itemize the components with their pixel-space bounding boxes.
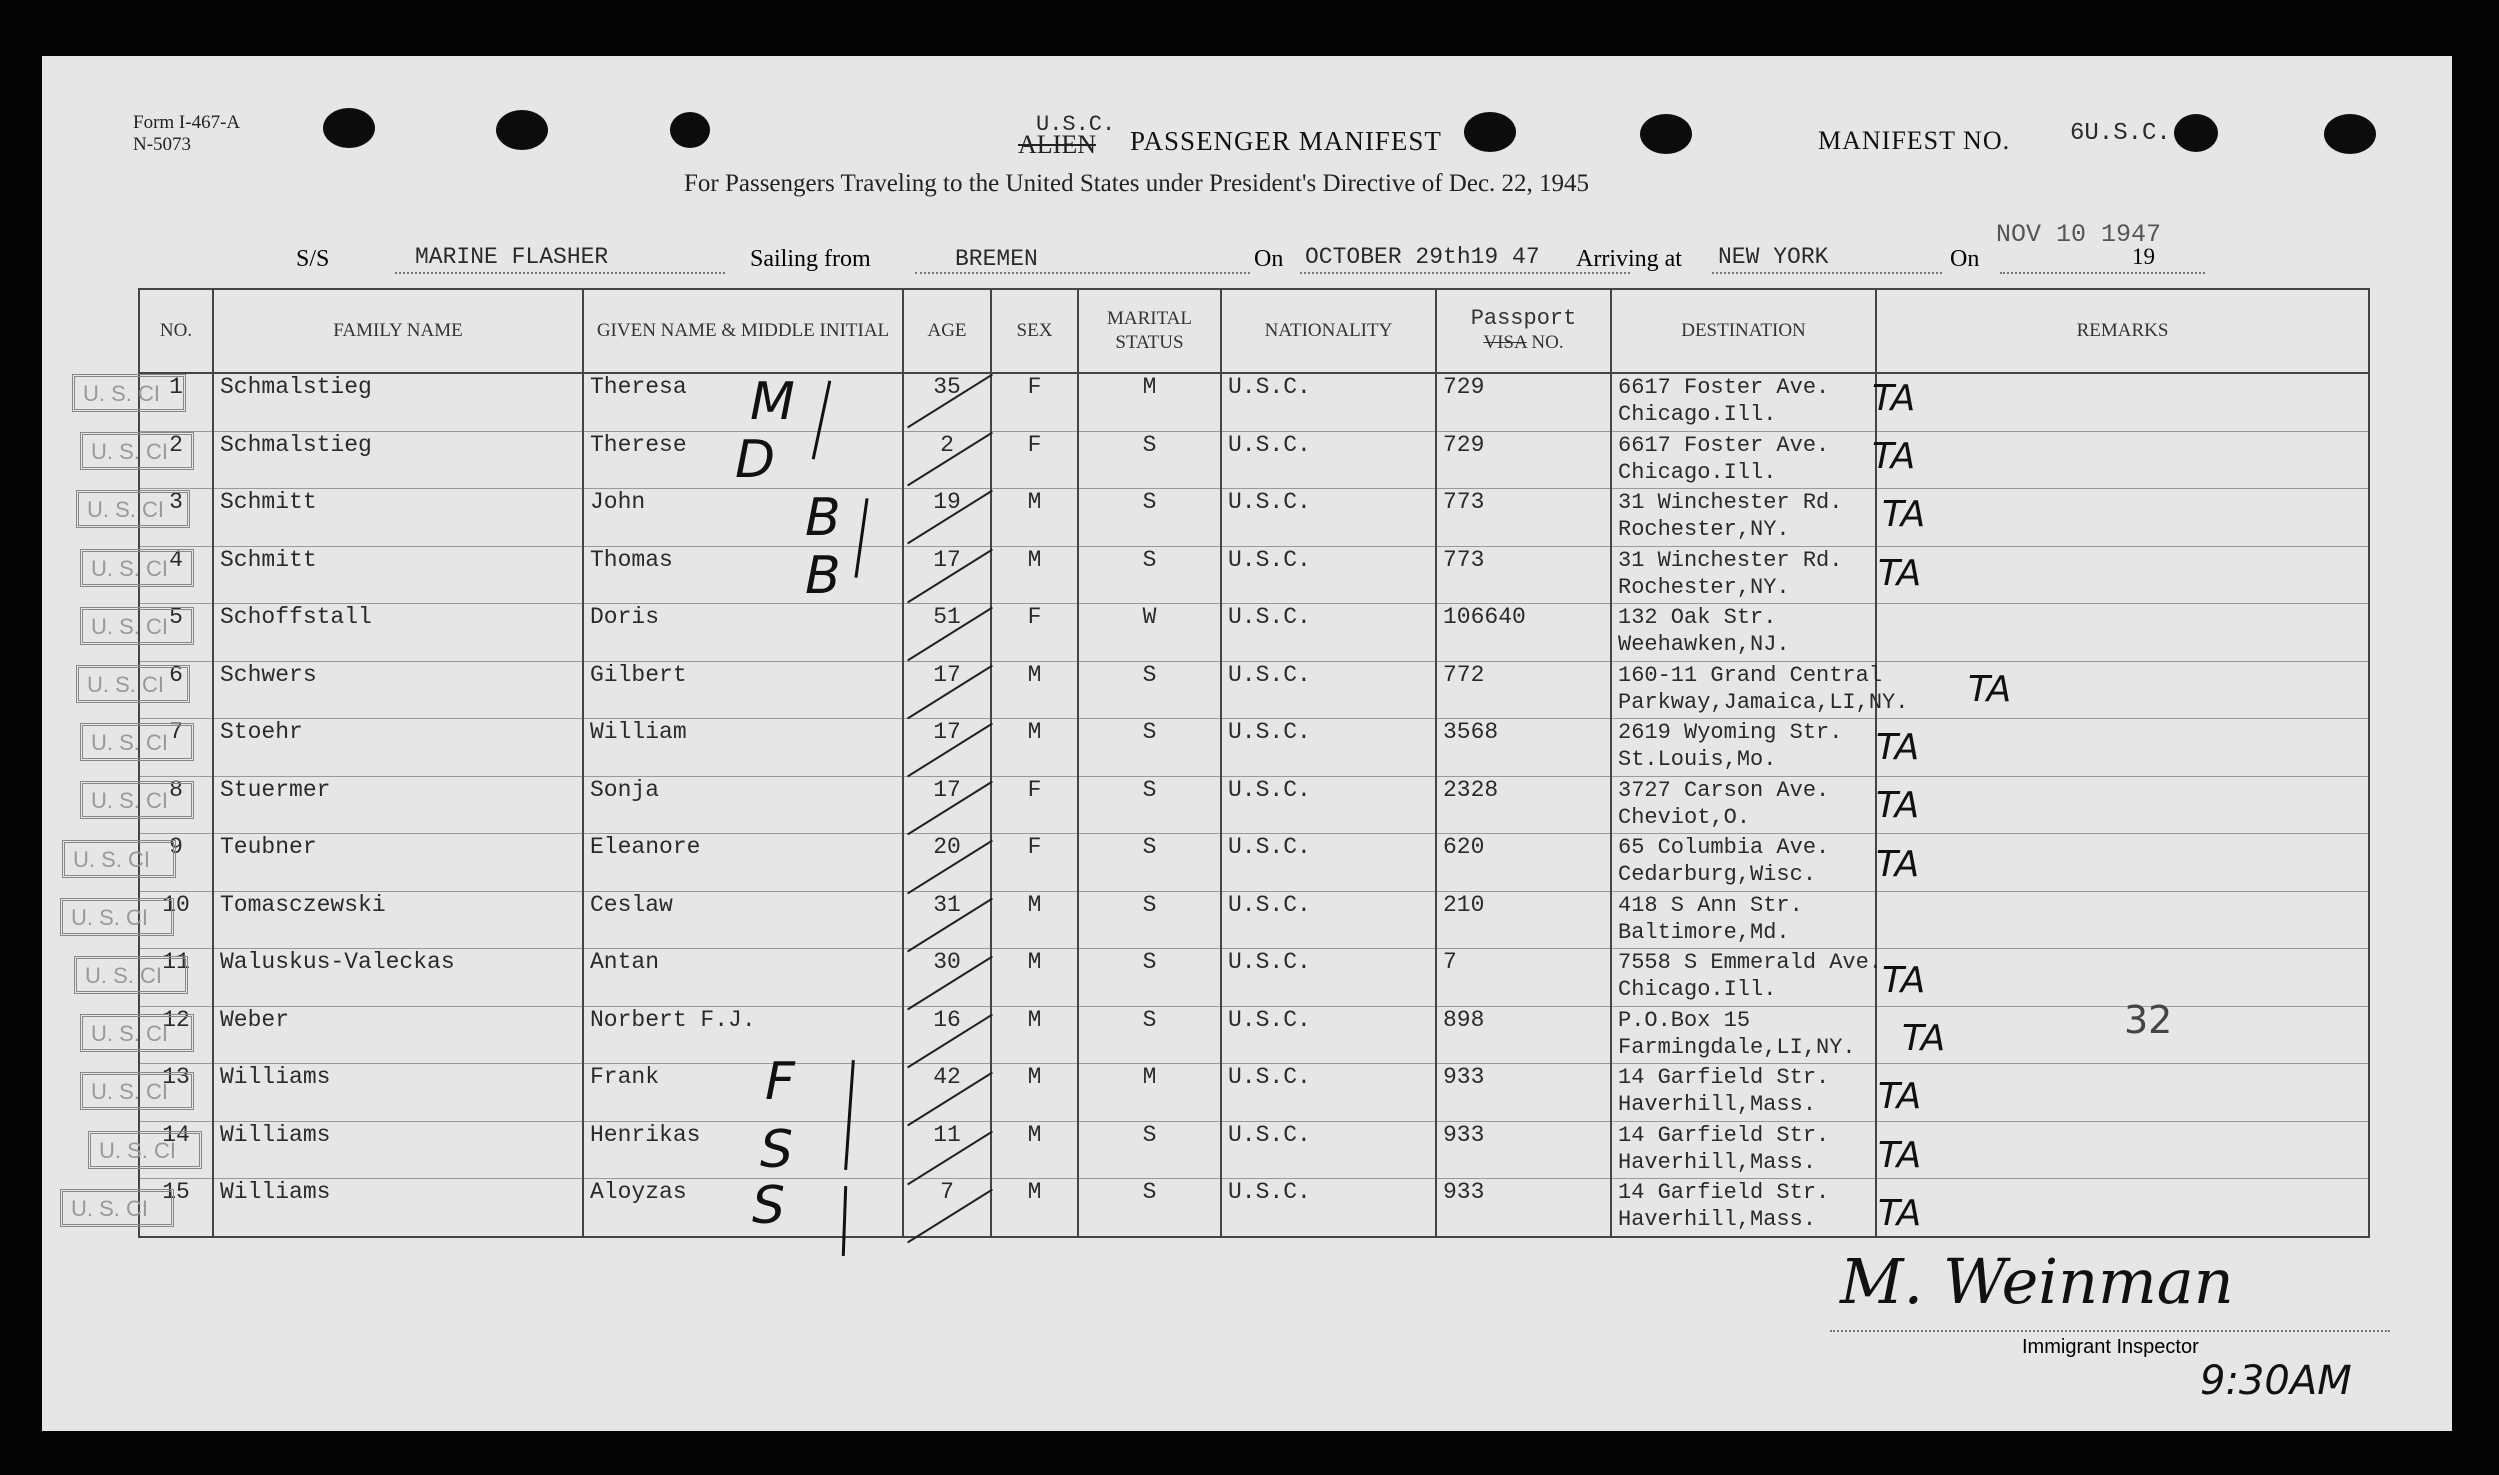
destination-city: Weehawken,NJ.	[1618, 632, 1790, 657]
usc-stamp: U. S. CI	[80, 549, 194, 587]
age-cell: 17	[903, 546, 991, 604]
remarks-cell	[1876, 604, 2369, 662]
marital-status-cell: S	[1078, 661, 1221, 719]
age-cell: 19	[903, 489, 991, 547]
given-name-cell: Thomas	[583, 546, 903, 604]
given-name-cell: Frank	[583, 1064, 903, 1122]
table-row	[139, 431, 2369, 489]
usc-stamp: U. S. CI	[60, 898, 174, 936]
nationality-cell: U.S.C.	[1221, 1006, 1436, 1064]
marital-status-cell: S	[1078, 949, 1221, 1007]
punch-hole	[323, 108, 375, 148]
row-number-cell: 11	[139, 949, 213, 1007]
table-row	[139, 719, 2369, 777]
passport-number-cell: 106640	[1436, 604, 1611, 662]
passport-number-cell: 773	[1436, 546, 1611, 604]
given-name-cell: Gilbert	[583, 661, 903, 719]
marital-status-cell: S	[1078, 546, 1221, 604]
marital-status-cell: S	[1078, 431, 1221, 489]
sex-cell: M	[991, 1006, 1078, 1064]
table-row	[139, 373, 2369, 431]
row-number-cell: 4	[139, 546, 213, 604]
destination-street: 418 S Ann Str.	[1618, 892, 1803, 918]
arriving-label: Arriving at	[1576, 246, 1682, 272]
ta-remark: TA	[1876, 727, 1920, 769]
destination-city: Chicago.Ill.	[1618, 402, 1777, 427]
family-name-cell: Teubner	[213, 834, 583, 892]
passport-label: Passport	[1470, 306, 1577, 331]
destination-cell	[1611, 1006, 1876, 1064]
passport-number-cell: 620	[1436, 834, 1611, 892]
remarks-cell	[1876, 1064, 2369, 1122]
punch-hole	[1464, 112, 1516, 152]
on-label: On	[1254, 246, 1284, 272]
family-group-mark: B	[805, 546, 841, 606]
given-name-cell: William	[583, 719, 903, 777]
table-row	[139, 489, 2369, 547]
ta-remark: TA	[1876, 843, 1920, 885]
ta-remark: TA	[1878, 552, 1922, 594]
usc-stamp: U. S. CI	[80, 781, 194, 819]
marital-status-cell: M	[1078, 373, 1221, 431]
sex-cell: M	[991, 1121, 1078, 1179]
row-number-cell: 1	[139, 373, 213, 431]
visa-struck: VISA	[1483, 332, 1527, 353]
destination-street: 31 Winchester Rd.	[1618, 490, 1843, 515]
age-cell: 7	[903, 1179, 991, 1237]
nationality-cell: U.S.C.	[1221, 431, 1436, 489]
passport-number-cell: 933	[1436, 1064, 1611, 1122]
marital-status-cell: S	[1078, 1179, 1221, 1237]
age-cell: 35	[903, 373, 991, 431]
nationality-cell: U.S.C.	[1221, 1179, 1436, 1237]
sex-cell: F	[991, 431, 1078, 489]
struck-word: ALIEN	[1018, 130, 1096, 159]
table-row	[139, 661, 2369, 719]
remarks-cell	[1876, 719, 2369, 777]
ship-line	[395, 272, 725, 274]
remarks-cell	[1876, 949, 2369, 1007]
ship-name: MARINE FLASHER	[415, 244, 609, 270]
destination-city: Haverhill,Mass.	[1618, 1092, 1817, 1117]
given-name-cell: Norbert F.J.	[583, 1006, 903, 1064]
usc-stamp: U. S. CI	[76, 665, 190, 703]
nationality-cell: U.S.C.	[1221, 489, 1436, 547]
table-row	[139, 1179, 2369, 1237]
remarks-cell	[1876, 776, 2369, 834]
row-number-cell: 10	[139, 891, 213, 949]
destination-city: St.Louis,Mo.	[1618, 747, 1777, 772]
passport-number-cell: 773	[1436, 489, 1611, 547]
destination-city: Rochester,NY.	[1618, 517, 1790, 542]
manifest-subtitle: For Passengers Traveling to the United States under President's Directive of Dec. 22, 1945	[684, 170, 1590, 197]
inspector-signature: M. Weinman	[1840, 1245, 2234, 1318]
destination-cell	[1611, 891, 1876, 949]
age-cell: 11	[903, 1121, 991, 1179]
passport-number-cell: 898	[1436, 1006, 1611, 1064]
destination-cell	[1611, 1179, 1876, 1237]
row-number-cell: 5	[139, 604, 213, 662]
destination-cell	[1611, 604, 1876, 662]
passport-number-cell: 3568	[1436, 719, 1611, 777]
destination-city: Chicago.Ill.	[1618, 977, 1777, 1002]
passport-number-cell: 729	[1436, 373, 1611, 431]
usc-stamp: U. S. CI	[80, 1072, 194, 1110]
col-remarks: REMARKS	[1876, 289, 2369, 373]
marital-status-cell: S	[1078, 719, 1221, 777]
destination-cell	[1611, 546, 1876, 604]
ta-remark: TA	[1902, 1018, 1946, 1060]
row-number-cell: 15	[139, 1179, 213, 1237]
destination-city: Rochester,NY.	[1618, 574, 1790, 600]
age-cell: 31	[903, 891, 991, 949]
row-number-cell: 7	[139, 719, 213, 777]
col-sex: SEX	[991, 289, 1078, 373]
usc-stamp: U. S. CI	[80, 607, 194, 645]
destination-cell	[1611, 373, 1876, 431]
family-name-cell: Schmalstieg	[213, 431, 583, 489]
usc-stamp: U. S. CI	[60, 1189, 174, 1227]
remarks-cell	[1876, 489, 2369, 547]
destination-street: 6617 Foster Ave.	[1618, 432, 1830, 458]
remarks-cell	[1876, 546, 2369, 604]
remarks-cell	[1876, 661, 2369, 719]
marital-status-cell: S	[1078, 489, 1221, 547]
col-nationality: NATIONALITY	[1221, 289, 1436, 373]
age-cell: 2	[903, 431, 991, 489]
manifest-no-value: 6U.S.C.	[2070, 120, 2171, 147]
given-name-cell: Henrikas	[583, 1121, 903, 1179]
nationality-cell: U.S.C.	[1221, 1121, 1436, 1179]
form-code: N-5073	[133, 134, 192, 155]
remarks-cell	[1876, 834, 2369, 892]
table-row	[139, 604, 2369, 662]
destination-cell	[1611, 431, 1876, 489]
arrival-time: 9:30AM	[2200, 1358, 2352, 1404]
given-name-cell: Theresa	[583, 373, 903, 431]
usc-stamp: U. S. CI	[88, 1131, 202, 1169]
destination-city: Chicago.Ill.	[1618, 459, 1777, 485]
given-name-cell: Sonja	[583, 776, 903, 834]
usc-stamp: U. S. CI	[62, 840, 176, 878]
sex-cell: F	[991, 373, 1078, 431]
destination-street: 14 Garfield Str.	[1618, 1065, 1830, 1090]
passport-number-cell: 2328	[1436, 776, 1611, 834]
destination-street: 2619 Wyoming Str.	[1618, 720, 1843, 745]
sex-cell: M	[991, 891, 1078, 949]
destination-cell	[1611, 949, 1883, 1007]
ta-remark: TA	[1878, 1134, 1922, 1176]
given-name-cell: Eleanore	[583, 834, 903, 892]
usc-stamp: U. S. CI	[76, 490, 190, 528]
passenger-table	[138, 288, 2370, 1238]
given-name-cell: John	[583, 489, 903, 547]
sex-cell: M	[991, 949, 1078, 1007]
passport-number-cell: 7	[1436, 949, 1611, 1007]
sex-cell: M	[991, 546, 1078, 604]
sex-cell: M	[991, 661, 1078, 719]
remarks-cell	[1876, 373, 2369, 431]
usc-above-title: U.S.C.	[1036, 112, 1116, 137]
passport-number-cell: 210	[1436, 891, 1611, 949]
table-row	[139, 1121, 2369, 1179]
family-name-cell: Stoehr	[213, 719, 583, 777]
row-number-cell: 3	[139, 489, 213, 547]
destination-street: 7558 S Emmerald Ave.	[1618, 950, 1883, 975]
col-age: AGE	[903, 289, 991, 373]
family-group-mark: F	[765, 1052, 795, 1112]
remarks-cell	[1876, 1121, 2369, 1179]
sex-cell: F	[991, 776, 1078, 834]
arriving-at: NEW YORK	[1718, 244, 1829, 270]
ta-remark: TA	[1878, 1192, 1922, 1234]
nationality-cell: U.S.C.	[1221, 776, 1436, 834]
remarks-cell	[1876, 1179, 2369, 1237]
sex-cell: M	[991, 719, 1078, 777]
punch-hole	[1640, 114, 1692, 154]
table-row	[139, 949, 2369, 1007]
ta-remark: TA	[1882, 960, 1926, 1001]
punch-hole	[670, 112, 710, 148]
marital-status-cell: S	[1078, 891, 1221, 949]
table-row	[139, 834, 2369, 892]
table-row	[139, 546, 2369, 604]
nationality-cell: U.S.C.	[1221, 604, 1436, 662]
age-cell: 17	[903, 719, 991, 777]
table-row	[139, 1006, 2369, 1064]
usc-stamp: U. S. CI	[80, 1014, 194, 1052]
row-number-cell: 6	[139, 661, 213, 719]
family-name-cell: Schoffstall	[213, 604, 583, 662]
destination-city: Haverhill,Mass.	[1618, 1207, 1817, 1232]
destination-street: 65 Columbia Ave.	[1618, 835, 1830, 860]
destination-street: 14 Garfield Str.	[1618, 1180, 1830, 1205]
on-label-2: On	[1950, 246, 1980, 272]
age-cell: 51	[903, 604, 991, 662]
family-name-cell: Tomasczewski	[213, 891, 583, 949]
age-cell: 16	[903, 1006, 991, 1064]
usc-stamp: U. S. CI	[74, 956, 188, 994]
destination-cell	[1611, 661, 1909, 719]
family-name-cell: Schmitt	[213, 489, 583, 547]
col-given-name: GIVEN NAME & MIDDLE INITIAL	[583, 289, 903, 373]
age-cell: 17	[903, 776, 991, 834]
destination-cell	[1611, 834, 1876, 892]
row-number-cell: 14	[139, 1121, 213, 1179]
sex-cell: M	[991, 489, 1078, 547]
family-name-cell: Weber	[213, 1006, 583, 1064]
ta-remark: TA	[1872, 436, 1916, 478]
ta-remark: TA	[1872, 378, 1916, 419]
destination-street: 160-11 Grand Central	[1618, 662, 1883, 688]
destination-street: 14 Garfield Str.	[1618, 1122, 1830, 1148]
nationality-cell: U.S.C.	[1221, 719, 1436, 777]
marital-status-cell: S	[1078, 834, 1221, 892]
age-cell: 30	[903, 949, 991, 1007]
destination-cell	[1611, 1064, 1876, 1122]
destination-street: 6617 Foster Ave.	[1618, 375, 1830, 400]
usc-stamp: U. S. CI	[80, 432, 194, 470]
destination-city: Baltimore,Md.	[1618, 919, 1790, 945]
ss-label: S/S	[296, 246, 330, 272]
passport-number-cell: 729	[1436, 431, 1611, 489]
passport-no-label: NO.	[1531, 332, 1564, 353]
usc-stamp: U. S. CI	[72, 374, 186, 412]
manifest-title: PASSENGER MANIFEST	[1130, 126, 1442, 156]
destination-street: P.O.Box 15	[1618, 1007, 1751, 1033]
given-name-cell: Aloyzas	[583, 1179, 903, 1237]
marital-status-cell: S	[1078, 776, 1221, 834]
family-name-cell: Waluskus-Valeckas	[213, 949, 583, 1007]
destination-street: 31 Winchester Rd.	[1618, 547, 1843, 573]
col-passport	[1436, 289, 1611, 373]
family-name-cell: Williams	[213, 1064, 583, 1122]
nationality-cell: U.S.C.	[1221, 546, 1436, 604]
family-name-cell: Schwers	[213, 661, 583, 719]
punch-hole	[496, 110, 548, 150]
sex-cell: M	[991, 1179, 1078, 1237]
destination-city: Cedarburg,Wisc.	[1618, 862, 1817, 887]
row-number-cell: 12	[139, 1006, 213, 1064]
destination-cell	[1611, 1121, 1876, 1179]
remark-number: 32	[2124, 998, 2173, 1042]
nationality-cell: U.S.C.	[1221, 949, 1436, 1007]
sex-cell: F	[991, 834, 1078, 892]
age-cell: 17	[903, 661, 991, 719]
manifest-no-label: MANIFEST NO.	[1818, 126, 2011, 155]
row-number-cell: 8	[139, 776, 213, 834]
table-row	[139, 776, 2369, 834]
nationality-cell: U.S.C.	[1221, 891, 1436, 949]
passport-number-cell: 933	[1436, 1121, 1611, 1179]
col-marital-status: MARITAL STATUS	[1078, 289, 1221, 373]
arrival-stamp: NOV 10 1947	[1996, 220, 2162, 249]
age-cell: 20	[903, 834, 991, 892]
nationality-cell: U.S.C.	[1221, 834, 1436, 892]
nationality-cell: U.S.C.	[1221, 373, 1436, 431]
family-group-mark: S	[760, 1120, 794, 1180]
sailing-from: BREMEN	[955, 246, 1038, 272]
table-row	[139, 1064, 2369, 1122]
marital-status-cell: W	[1078, 604, 1221, 662]
destination-city: Farmingdale,LI,NY.	[1618, 1034, 1856, 1060]
form-number: Form I-467-A	[133, 112, 241, 133]
marital-status-cell: S	[1078, 1121, 1221, 1179]
family-group-mark: M	[750, 372, 795, 432]
marital-status-cell: M	[1078, 1064, 1221, 1122]
sex-cell: F	[991, 604, 1078, 662]
col-family-name: FAMILY NAME	[213, 289, 583, 373]
family-group-mark: B	[805, 488, 841, 548]
family-name-cell: Stuermer	[213, 776, 583, 834]
given-name-cell: Therese	[583, 431, 903, 489]
ta-remark: TA	[1878, 1076, 1922, 1118]
destination-city: Cheviot,O.	[1618, 804, 1751, 830]
col-destination: DESTINATION	[1611, 289, 1876, 373]
table-row	[139, 891, 2369, 949]
ta-remark: TA	[1876, 785, 1920, 827]
ta-remark: TA	[1882, 494, 1926, 536]
nationality-cell: U.S.C.	[1221, 1064, 1436, 1122]
sailing-label: Sailing from	[750, 246, 871, 272]
destination-city: Haverhill,Mass.	[1618, 1149, 1817, 1175]
given-name-cell: Doris	[583, 604, 903, 662]
family-name-cell: Schmalstieg	[213, 373, 583, 431]
family-name-cell: Williams	[213, 1121, 583, 1179]
col-no: NO.	[139, 289, 213, 373]
table-header-row	[139, 289, 2369, 373]
given-name-cell: Ceslaw	[583, 891, 903, 949]
passport-number-cell: 933	[1436, 1179, 1611, 1237]
remarks-cell	[1876, 431, 2369, 489]
usc-stamp: U. S. CI	[80, 723, 194, 761]
family-group-mark: S	[752, 1176, 786, 1236]
given-name-cell: Antan	[583, 949, 903, 1007]
signature-line	[1830, 1330, 2390, 1332]
destination-street: 3727 Carson Ave.	[1618, 777, 1830, 803]
row-number-cell: 13	[139, 1064, 213, 1122]
remarks-cell	[1876, 891, 2369, 949]
destination-cell	[1611, 489, 1876, 547]
punch-hole	[2324, 114, 2376, 154]
ta-remark: TA	[1968, 669, 2012, 710]
family-name-cell: Schmitt	[213, 546, 583, 604]
to-line	[1712, 272, 1942, 274]
destination-city: Parkway,Jamaica,LI,NY.	[1618, 689, 1909, 715]
punch-hole	[2174, 114, 2218, 152]
inspector-title: Immigrant Inspector	[2022, 1336, 2199, 1358]
sex-cell: M	[991, 1064, 1078, 1122]
destination-cell	[1611, 719, 1876, 777]
from-line	[915, 272, 1250, 274]
passport-number-cell: 772	[1436, 661, 1611, 719]
marital-status-cell: S	[1078, 1006, 1221, 1064]
destination-cell	[1611, 776, 1876, 834]
nationality-cell: U.S.C.	[1221, 661, 1436, 719]
row-number-cell: 9	[139, 834, 213, 892]
family-group-mark: D	[735, 430, 776, 490]
arrival-line	[2000, 272, 2205, 274]
row-number-cell: 2	[139, 431, 213, 489]
remarks-cell	[1876, 1006, 2369, 1064]
departure-date: OCTOBER 29th19 47	[1305, 244, 1540, 270]
age-cell: 42	[903, 1064, 991, 1122]
destination-street: 132 Oak Str.	[1618, 605, 1777, 630]
family-name-cell: Williams	[213, 1179, 583, 1237]
arrival-year: 19	[2132, 244, 2155, 269]
